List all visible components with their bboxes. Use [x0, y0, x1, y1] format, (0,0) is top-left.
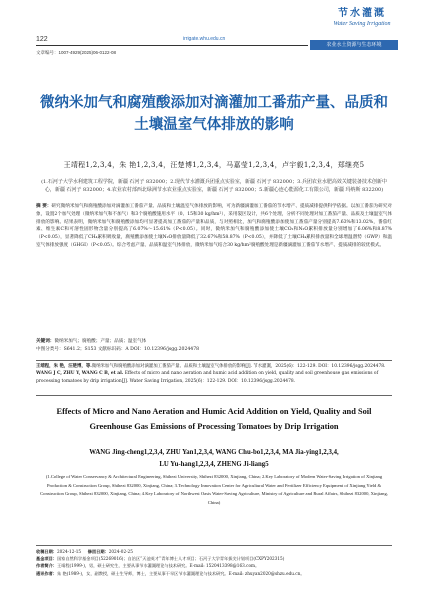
- fund-text: 国家自然科学基金项目(52269016)；自治区“天池英才”青年博士人才项目；石河子大学青年拔尖计划项目(CXPY202315): [56, 556, 285, 562]
- citation-en-label: WANG J C, ZHU Y, WANG C B, et al.: [36, 371, 124, 377]
- corresponding-author-line: [36, 570, 392, 577]
- abstract-cn: [36, 203, 392, 250]
- classification-line: 中图分类号：S641.2；S153 文献标识码：A DOI：10.12396/jsgg.2024478: [36, 346, 200, 352]
- citation-en: [36, 370, 392, 385]
- title-cn: 微纳米加气和腐殖酸添加对滴灌加工番茄产量、品质和土壤温室气体排放的影响: [40, 94, 388, 133]
- revised-label: 修回日期：: [87, 549, 109, 554]
- section-tag: 农业水土资源与生态环境: [310, 40, 398, 50]
- citation-cn-text: 微纳米加气和腐殖酸添加对滴灌加工番茄产量、品质和土壤温室气体排放的影响[J]. 节水灌溉，2025(6)：122-129. DOI：10.12396/jsgg.2024478.: [91, 364, 386, 369]
- citation-en-text: Effects of micro and nano aeration and humic acid addition on yield, quality and soil greenhouse gas emissions of processing tomatoes by drip irrigation[J]. Water Saving Irrigation, 2025(6)：122-129. DOI：10.12396/jsgg.2024478.: [36, 371, 379, 384]
- corresponding-text: 朱 艳(1989-)，女，副教授，硕士生导师，博士，主要从事干旱区节水灌溉理论与技术研究。E-mail: zhuyan2020@shzu.edu.cn。: [56, 570, 305, 576]
- affiliations-cn: (1.石河子大学水利建筑工程学院，新疆 石河子 832000；2.现代节水灌溉兵团重点实验室，新疆 石河子 832000；3.兵团农业水肥高效关键装备技术创新中心，新疆 石河子 832000；4.农业农村部西北绿洲节水农业重点实验室，新疆 石河子 832000；5.新疆心连心能源化工有限公司，新疆 玛纳斯 832200): [41, 179, 387, 194]
- citation-cn: [36, 363, 392, 370]
- header-divider: [36, 45, 308, 46]
- authors-en-line-2: LU Yu-hang1,2,3,4, ZHENG Ji-liang5: [159, 461, 269, 468]
- dates-line: [36, 548, 392, 555]
- author-bio-line: [36, 562, 392, 569]
- journal-logo-cn: 节水灌溉: [338, 8, 386, 19]
- journal-logo-en: Water Saving Irrigation: [333, 21, 391, 27]
- author-bio-label: 作者简介：: [36, 563, 57, 569]
- footnote-divider: [36, 545, 392, 546]
- authors-en: [36, 447, 392, 471]
- journal-logo: [322, 8, 402, 28]
- received-date: 2024-12-15: [56, 549, 82, 554]
- citation-cn-label: 王靖程，朱 艳，汪楚博，等.: [36, 364, 92, 369]
- keywords-cn: [36, 338, 392, 353]
- citation-block: [36, 363, 392, 385]
- author-bio-text: 王靖程(1999-)，男，硕士研究生，主要从事节水灌溉理论与技术研究。E-mail: 1520413398@163.com。: [56, 563, 260, 569]
- fund-line: [36, 555, 392, 562]
- keywords-cn-text: 微纳米加气；腐殖酸；产量；品质；温室气体: [54, 339, 147, 344]
- authors-cn: 王靖程1,2,3,4，朱 艳1,2,3,4，汪楚博1,2,3,4，马嘉莹1,2,3,4，卢宇毅1,2,3,4，郑继亮5: [63, 161, 365, 169]
- journal-url-link[interactable]: irrigate.whu.edu.cn: [183, 36, 226, 42]
- title-en: Effects of Micro and Nano Aeration and Humic Acid Addition on Yield, Quality and Soil Greenhouse Gas Emissions of Processing Tomatoes by Drip Irrigation: [56, 407, 372, 431]
- corresponding-label: 通讯作者：: [36, 570, 57, 576]
- divider: [36, 360, 392, 361]
- footnotes: [36, 548, 392, 577]
- revised-date: 2024-02-25: [108, 549, 133, 554]
- abstract-cn-text: 研究微纳米加气和腐殖酸添加对滴灌加工番茄产量、品质和土壤温室气体排放的影响，可为新疆滴灌加工番茄的节水增产、提质减排提供科学依据。以加工番茄为研究对象，设置2个加气处理（微纳米加气和不加气）和3个腐殖酸施用水平（0、15和30 kg/hm²），采用裂区设计，共6个处理，分析不同处理对加工番茄产量、品质及土壤温室气体排放的影响。结果表明，微纳米加气和腐殖酸添加均可显著提高加工番茄的产量和品质，与对照相比，加气和腐殖酸添加使加工番茄产量分别提高7.63%和13.02%，番茄红素、维生素C和可溶性固形物含量分别提高了6.07%～15.61%（P<0.05）。同时，微纳米加气和腐殖酸添加使土壤CO₂和N₂O累积排放量分别增加了6.06%和8.87%（P<0.05），显著降低了CH₄累积吸收量，腐殖酸添加使土壤N₂O排放量降低了32.67%和58.87%（P<0.05），并降低了土壤CH₄累积排放量和全球增温潜势（GWP）和温室气体排放强度（GHGI）（P<0.05）。综合考虑产量、品质和温室气体排放，微纳米加气结合30 kg/hm²腐殖酸处理是新疆滴灌加工番茄节水增产、提质减排的较优模式。: [36, 204, 392, 248]
- article-number: 文章编号：1007-4929(2025)06-0122-08: [36, 50, 117, 55]
- keywords-cn-label: 关键词：: [36, 339, 55, 344]
- divider: [36, 395, 392, 396]
- authors-en-line-1: WANG Jing-cheng1,2,3,4, ZHU Yan1,2,3,4, WANG Chu-bo1,2,3,4, MA Jia-ying1,2,3,4,: [89, 449, 339, 456]
- abstract-cn-label: 摘 要：: [36, 204, 52, 209]
- affiliations-en: (1.College of Water Conservancy & Architectural Engineering, Shihezi University, Shihezi 832000, Xinjiang, China; 2.Key Laboratory of Modern Water-Saving Irrigation of Xinjiang Production & Construction Group, Shihezi 832000, Xinjiang, China; 3.Technology Innovation Center for Agricultural Water and Fertilizer Efficiency Equipment of Xinjiang Yield & Construction Group, Shihezi 832000, Xinjiang, China; 4.Key Laboratory of Northwest Oasis Water-Saving Agriculture, Ministry of Agriculture and Rural Affairs, Shihezi 832000, Xinjiang, China): [40, 474, 388, 505]
- fund-label: 基金项目：: [36, 556, 57, 562]
- page-number: 122: [36, 36, 48, 43]
- received-label: 收稿日期：: [36, 549, 57, 554]
